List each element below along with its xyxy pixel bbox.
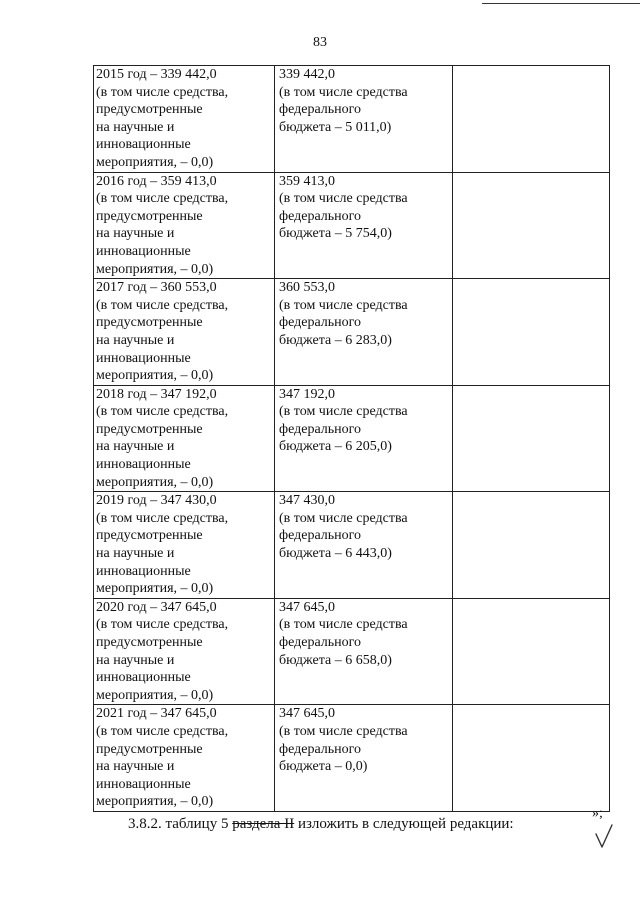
- cell-line: мероприятия, – 0,0): [96, 687, 214, 703]
- cell-line: на научные и: [96, 439, 175, 455]
- cell-line: предусмотренные: [96, 528, 203, 544]
- cell-line: предусмотренные: [96, 208, 203, 224]
- budget-table: [93, 65, 610, 812]
- cell-empty: [453, 598, 610, 705]
- cell-line: предусмотренные: [96, 315, 203, 331]
- cell-line: бюджета – 5 011,0): [279, 119, 392, 135]
- cell-line: (в том числе средства: [279, 297, 408, 313]
- cell-line: инновационные: [96, 137, 191, 153]
- cell-line: 347 645,0: [279, 706, 335, 722]
- cell-line: бюджета – 6 205,0): [279, 439, 392, 455]
- cell-line: на научные и: [96, 759, 175, 775]
- cell-empty: [453, 385, 610, 492]
- cell-line: инновационные: [96, 563, 191, 579]
- cell-line: на научные и: [96, 119, 175, 135]
- struck-text: раздела II: [232, 816, 295, 832]
- cell-line: 360 553,0: [279, 280, 335, 296]
- cell-line: инновационные: [96, 670, 191, 686]
- table-row: [94, 705, 610, 812]
- cell-line: бюджета – 6 658,0): [279, 652, 392, 668]
- cell-line: федерального: [279, 635, 362, 650]
- cell-line: (в том числе средства: [279, 404, 408, 420]
- scan-edge-mark: [482, 3, 640, 4]
- cell-line: предусмотренные: [96, 421, 203, 437]
- cell-federal: [275, 492, 453, 599]
- cell-line: на научные и: [96, 652, 175, 668]
- cell-line: (в том числе средства: [279, 723, 408, 739]
- cell-line: мероприятия, – 0,0): [96, 368, 214, 384]
- cell-line: 2021 год – 347 645,0: [96, 706, 217, 722]
- cell-line: (в том числе средства,: [96, 84, 229, 100]
- cell-line: на научные и: [96, 332, 175, 348]
- cell-line: 2016 год – 359 413,0: [96, 173, 217, 189]
- cell-line: мероприятия, – 0,0): [96, 794, 214, 810]
- cell-line: бюджета – 0,0): [279, 759, 368, 775]
- cell-empty: [453, 172, 610, 279]
- cell-line: 2017 год – 360 553,0: [96, 280, 217, 296]
- cell-line: предусмотренные: [96, 635, 203, 650]
- table-row: [94, 279, 610, 386]
- cell-line: 347 645,0: [279, 599, 335, 615]
- cell-line: бюджета – 6 443,0): [279, 546, 392, 562]
- cell-line: 359 413,0: [279, 173, 335, 189]
- cell-line: бюджета – 6 283,0): [279, 332, 392, 348]
- cell-empty: [453, 705, 610, 812]
- cell-line: (в том числе средства: [279, 84, 408, 100]
- closing-quote: »;: [592, 806, 603, 821]
- cell-line: 347 192,0: [279, 386, 335, 402]
- cell-line: предусмотренные: [96, 102, 203, 118]
- table-row: [94, 172, 610, 279]
- cell-line: (в том числе средства,: [96, 191, 229, 207]
- cell-line: федерального: [279, 741, 362, 757]
- instruction-prefix: 3.8.2. таблицу 5: [128, 816, 233, 832]
- cell-line: на научные и: [96, 546, 175, 562]
- cell-federal: [275, 385, 453, 492]
- cell-line: мероприятия, – 0,0): [96, 154, 214, 170]
- cell-line: на научные и: [96, 226, 175, 242]
- cell-empty: [453, 279, 610, 386]
- cell-line: мероприятия, – 0,0): [96, 261, 214, 277]
- cell-federal: [275, 598, 453, 705]
- cell-line: (в том числе средства,: [96, 404, 229, 420]
- cell-line: мероприятия, – 0,0): [96, 474, 214, 490]
- cell-line: 2020 год – 347 645,0: [96, 599, 217, 615]
- table-row: [94, 66, 610, 173]
- cell-total: [94, 172, 275, 279]
- instruction-suffix: изложить в следующей редакции:: [294, 816, 514, 832]
- cell-total: [94, 66, 275, 173]
- page-number: 83: [313, 35, 327, 50]
- cell-federal: [275, 66, 453, 173]
- cell-line: 2019 год – 347 430,0: [96, 493, 217, 509]
- table-row: [94, 492, 610, 599]
- amendment-instruction: [128, 816, 514, 833]
- cell-line: 2015 год – 339 442,0: [96, 67, 217, 82]
- cell-line: инновационные: [96, 243, 191, 259]
- cell-line: федерального: [279, 421, 362, 437]
- cell-line: 339 442,0: [279, 67, 335, 82]
- cell-line: (в том числе средства: [279, 191, 408, 207]
- cell-line: 2018 год – 347 192,0: [96, 386, 217, 402]
- cell-line: (в том числе средства,: [96, 617, 229, 633]
- cell-federal: [275, 172, 453, 279]
- cell-total: [94, 492, 275, 599]
- cell-line: (в том числе средства,: [96, 723, 229, 739]
- cell-federal: [275, 705, 453, 812]
- cell-line: бюджета – 5 754,0): [279, 226, 392, 242]
- cell-line: федерального: [279, 528, 362, 544]
- cell-federal: [275, 279, 453, 386]
- cell-line: предусмотренные: [96, 741, 203, 757]
- cell-line: инновационные: [96, 457, 191, 473]
- cell-line: 347 430,0: [279, 493, 335, 509]
- cell-total: [94, 279, 275, 386]
- cell-total: [94, 598, 275, 705]
- table-row: [94, 598, 610, 705]
- cell-total: [94, 385, 275, 492]
- cell-line: федерального: [279, 208, 362, 224]
- cell-line: федерального: [279, 102, 362, 118]
- cell-line: федерального: [279, 315, 362, 331]
- cell-line: инновационные: [96, 776, 191, 792]
- cell-empty: [453, 492, 610, 599]
- cell-empty: [453, 66, 610, 173]
- cell-line: (в том числе средства,: [96, 510, 229, 526]
- cell-line: инновационные: [96, 350, 191, 366]
- cell-line: мероприятия, – 0,0): [96, 581, 214, 597]
- table-row: [94, 385, 610, 492]
- cell-total: [94, 705, 275, 812]
- cell-line: (в том числе средства: [279, 617, 408, 633]
- cell-line: (в том числе средства: [279, 510, 408, 526]
- cell-line: (в том числе средства,: [96, 297, 229, 313]
- check-mark-icon: [593, 823, 615, 849]
